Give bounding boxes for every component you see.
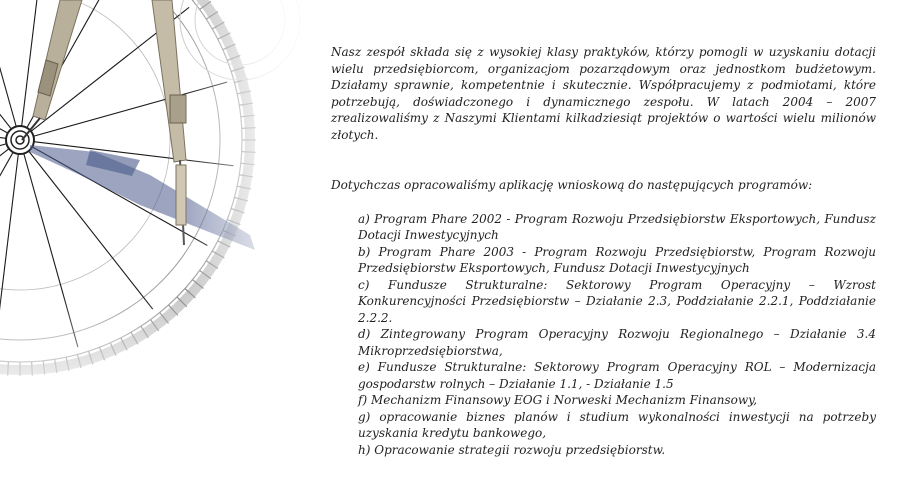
program-item-f: f) Mechanizm Finansowy EOG i Norweski Mechanizm Finansowy, — [358, 393, 758, 407]
program-list — [331, 211, 876, 459]
program-item-c: c) Fundusze Strukturalne: Sektorowy Program Operacyjny – Wzrost Konkurencyjności Przedsiębiorstw – Działanie 2.3, Poddziałanie 2.2.1, Poddziałanie 2.2.2. — [358, 277, 876, 325]
intro-paragraph: Nasz zespół składa się z wysokiej klasy praktyków, którzy pomogli w uzyskaniu dotacji wielu przedsiębiorcom, organizacjom pozarządowym oraz jednostkom budżetowym. Działamy sprawnie, kompetentnie i skutecznie. Współpracujemy z podmiotami, które potrzebują, doświadczonego i dynamicznego zespołu. W latach 2004 – 2007 zrealizowaliśmy z Naszymi Klientami kilkadziesiąt projektów o wartości wielu milionów złotych. — [331, 45, 876, 142]
program-item-h: h) Opracowanie strategii rozwoju przedsiębiorstw. — [358, 442, 666, 457]
program-item-d: d) Zintegrowany Program Operacyjny Rozwoju Regionalnego – Działanie 3.4 Mikroprzedsiębiorstwa, — [358, 327, 876, 358]
program-item-e: e) Fundusze Strukturalne: Sektorowy Program Operacyjny ROL – Modernizacja gospodarstw rolnych – Działanie 1.1, - Działanie 1.5 — [358, 360, 876, 391]
program-item-a: a) Program Phare 2002 - Program Rozwoju Przedsiębiorstw Eksportowych, Fundusz Dotacji Inwestycyjnych — [358, 211, 876, 242]
program-item-b: b) Program Phare 2003 - Program Rozwoju Przedsiębiorstw, Program Rozwoju Przedsiębiorstw Eksportowych, Fundusz Dotacji Inwestycyjnych — [358, 244, 876, 275]
main-content — [331, 44, 876, 458]
compass-dial-icon — [0, 0, 330, 485]
programs-heading: Dotychczas opracowaliśmy aplikację wnioskową do następujących programów: — [331, 178, 813, 192]
program-item-g: g) opracowanie biznes planów i studium wykonalności inwestycji na potrzeby uzyskania kredytu bankowego, — [358, 409, 876, 440]
